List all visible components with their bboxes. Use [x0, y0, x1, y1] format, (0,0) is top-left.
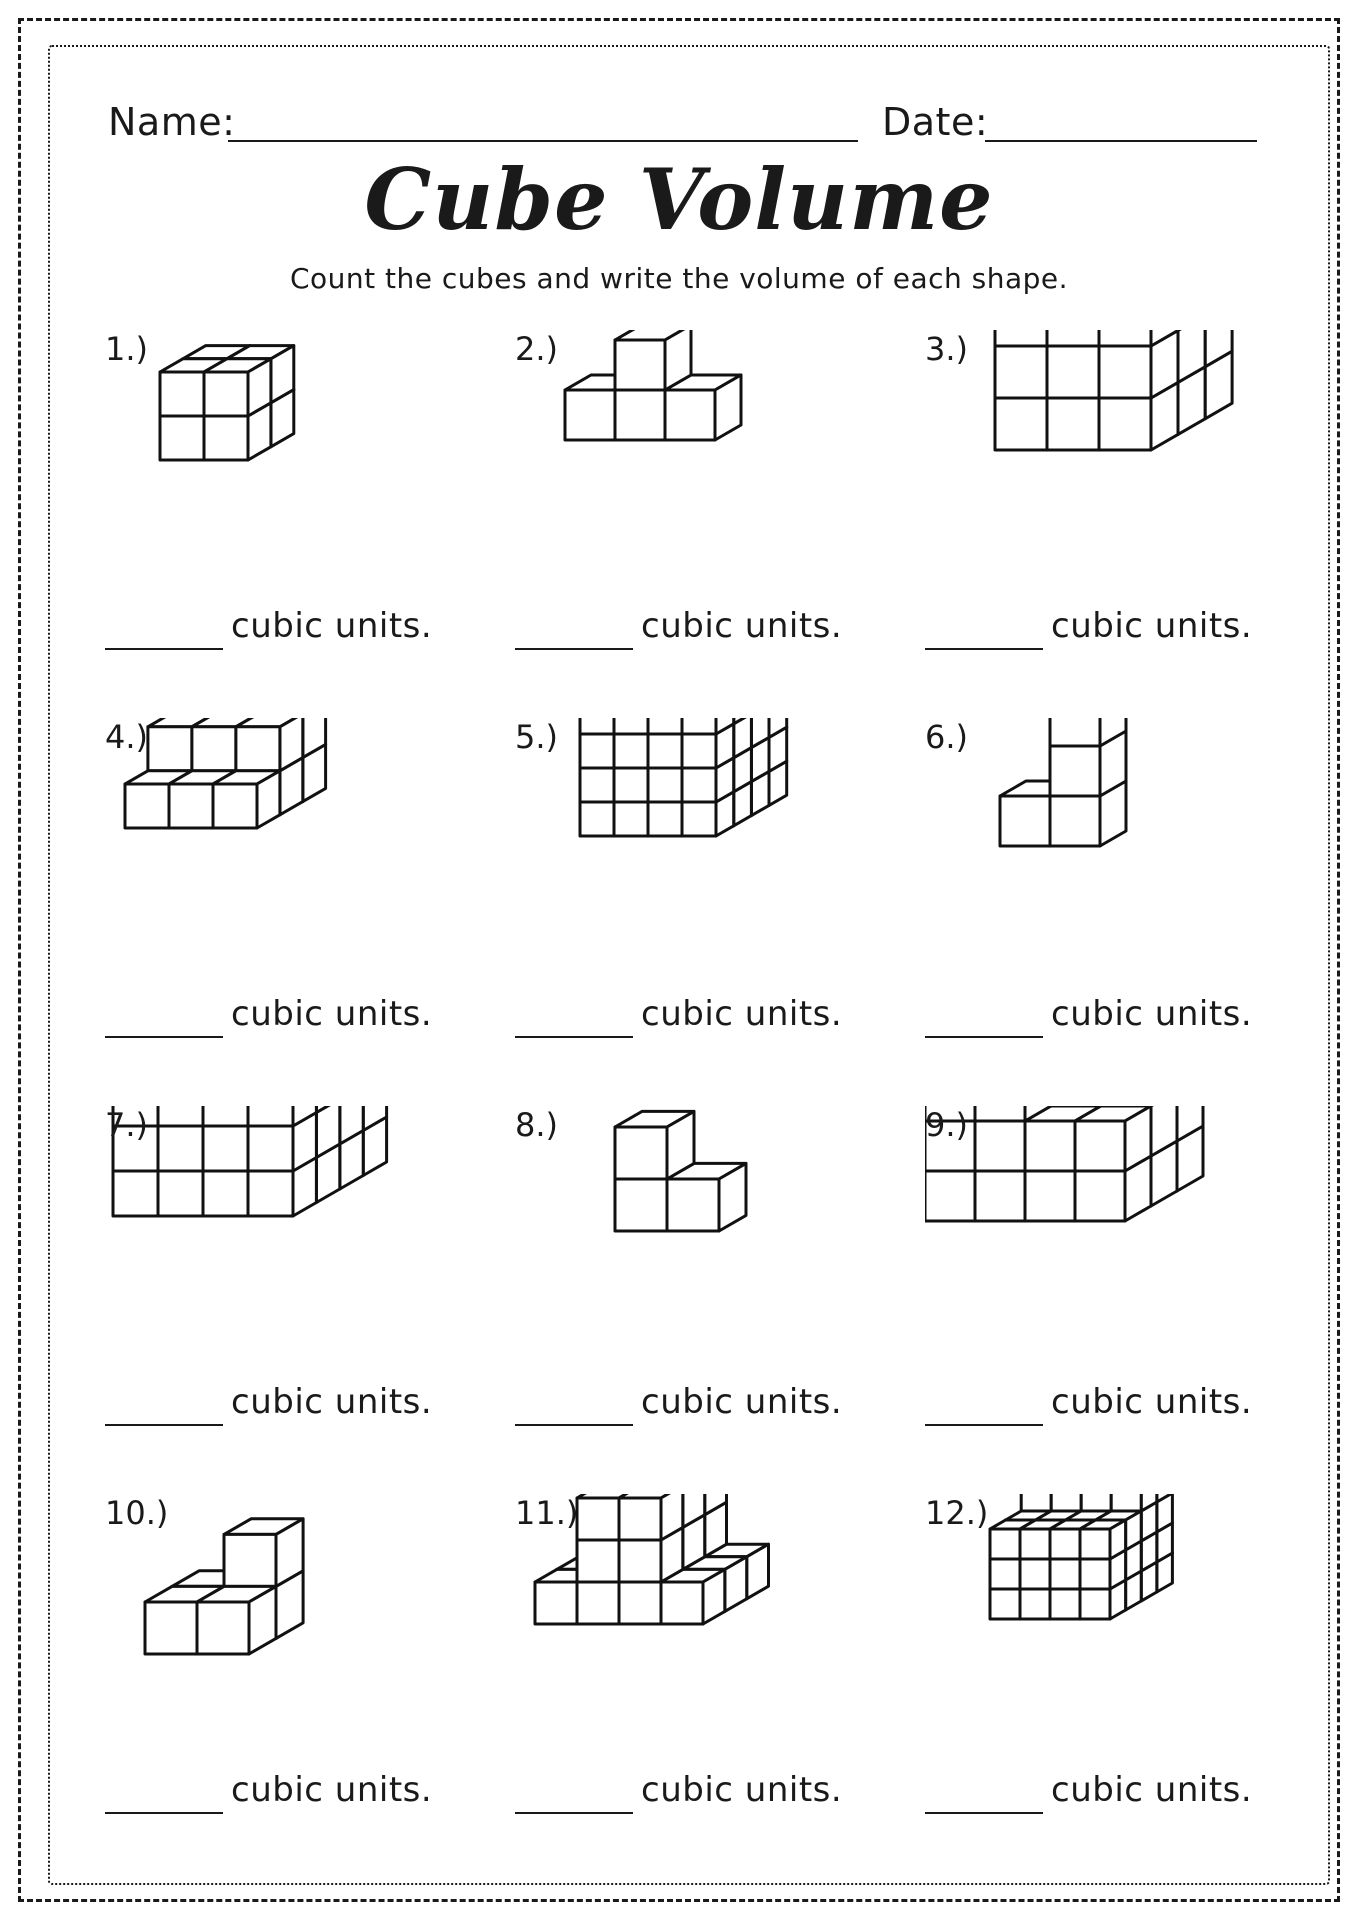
cube-face: [615, 390, 665, 440]
problem-9: [925, 1106, 1325, 1486]
cube-figure-9: [925, 1106, 1325, 1426]
cube-face: [1075, 1171, 1125, 1221]
answer-label: cubic units.: [1051, 994, 1253, 1034]
instructions: Count the cubes and write the volume of each shape.: [289, 262, 1069, 295]
cube-face: [1099, 398, 1151, 450]
answer-blank[interactable]: [515, 1036, 633, 1038]
cube-face: [1099, 346, 1151, 398]
answer-label: cubic units.: [1051, 606, 1253, 646]
cube-face: [648, 768, 682, 802]
problem-1: [105, 330, 505, 710]
cube-face: [158, 1106, 203, 1126]
problem-number: 7.): [105, 1106, 149, 1144]
cube-face: [682, 718, 716, 734]
cube-face: [682, 768, 716, 802]
cube-face: [1047, 398, 1099, 450]
answer-blank[interactable]: [925, 648, 1043, 650]
problem-number: 3.): [925, 330, 969, 368]
cube-face: [614, 718, 648, 734]
problem-6: [925, 718, 1325, 1098]
cube-face: [995, 346, 1047, 398]
cube-face: [619, 1498, 661, 1540]
problem-number: 5.): [515, 718, 559, 756]
cube-face: [1099, 330, 1151, 346]
cube-face: [192, 727, 236, 771]
answer-label: cubic units.: [231, 606, 433, 646]
answer-label: cubic units.: [231, 1382, 433, 1422]
cube-face: [213, 784, 257, 828]
problem-number: 9.): [925, 1106, 969, 1144]
problem-number: 4.): [105, 718, 149, 756]
answer-label: cubic units.: [641, 1382, 843, 1422]
cube-face: [148, 727, 192, 771]
cube-face: [682, 734, 716, 768]
cube-face: [1047, 330, 1099, 346]
cube-figure-1: [105, 330, 505, 650]
answer-label: cubic units.: [231, 994, 433, 1034]
cube-face: [577, 1582, 619, 1624]
date-field[interactable]: [985, 140, 1257, 142]
cube-face: [615, 1179, 667, 1231]
cube-face: [1047, 346, 1099, 398]
cube-face: [614, 734, 648, 768]
answer-blank[interactable]: [515, 1812, 633, 1814]
cube-face: [1050, 1559, 1080, 1589]
cube-face: [975, 1106, 1025, 1121]
cube-face: [1050, 1589, 1080, 1619]
answer-blank[interactable]: [925, 1424, 1043, 1426]
answer-label: cubic units.: [1051, 1382, 1253, 1422]
cube-face: [248, 1171, 293, 1216]
cube-face: [995, 330, 1047, 346]
cube-face: [1050, 718, 1100, 746]
cube-face: [565, 390, 615, 440]
cube-face: [248, 1106, 293, 1126]
cube-face: [1081, 1494, 1111, 1511]
cube-face: [248, 1126, 293, 1171]
cube-face: [203, 1126, 248, 1171]
problem-11: [515, 1494, 915, 1874]
cube-face: [661, 1582, 703, 1624]
cube-face: [975, 1171, 1025, 1221]
cube-face: [648, 718, 682, 734]
answer-blank[interactable]: [105, 1036, 223, 1038]
name-label: Name:: [108, 100, 236, 144]
cube-face: [236, 727, 280, 771]
cube-face: [1080, 1559, 1110, 1589]
cube-face: [145, 1602, 197, 1654]
cube-face: [197, 1602, 249, 1654]
cube-face: [990, 1589, 1020, 1619]
cube-face: [1020, 1529, 1050, 1559]
problem-4: [105, 718, 505, 1098]
answer-blank[interactable]: [105, 1812, 223, 1814]
cube-face: [535, 1582, 577, 1624]
cube-face: [619, 1582, 661, 1624]
cube-face: [160, 372, 204, 416]
answer-blank[interactable]: [105, 648, 223, 650]
cube-face: [1020, 1559, 1050, 1589]
problem-12: [925, 1494, 1325, 1874]
date-label: Date:: [882, 100, 989, 144]
cube-figure-2: [515, 330, 915, 650]
cube-face: [158, 1126, 203, 1171]
cube-face: [1050, 796, 1100, 846]
problem-number: 12.): [925, 1494, 989, 1532]
cube-face: [665, 390, 715, 440]
cube-face: [169, 784, 213, 828]
problem-3: [925, 330, 1325, 710]
cube-face: [125, 784, 169, 828]
cube-face: [580, 802, 614, 836]
cube-face: [995, 398, 1047, 450]
cube-face: [614, 802, 648, 836]
cube-face: [619, 1540, 661, 1582]
cube-face: [615, 1127, 667, 1179]
cube-face: [1025, 1171, 1075, 1221]
cube-figure-6: [925, 718, 1325, 1038]
name-field[interactable]: [228, 140, 858, 142]
cube-face: [204, 416, 248, 460]
answer-blank[interactable]: [105, 1424, 223, 1426]
cube-face: [990, 1559, 1020, 1589]
answer-blank[interactable]: [925, 1036, 1043, 1038]
problem-8: [515, 1106, 915, 1486]
problem-number: 2.): [515, 330, 559, 368]
problem-number: 1.): [105, 330, 149, 368]
cube-face: [975, 1121, 1025, 1171]
cube-face: [1000, 796, 1050, 846]
cube-face: [615, 340, 665, 390]
cube-face: [580, 734, 614, 768]
cube-face: [1050, 746, 1100, 796]
cube-face: [1111, 1494, 1141, 1511]
cube-face: [1080, 1589, 1110, 1619]
cube-face: [1021, 1494, 1051, 1511]
cube-figure-11: [515, 1494, 915, 1814]
cube-figure-8: [515, 1106, 915, 1426]
answer-blank[interactable]: [515, 1424, 633, 1426]
problem-5: [515, 718, 915, 1098]
cube-figure-5: [515, 718, 915, 1038]
cube-figure-10: [105, 1494, 505, 1814]
answer-label: cubic units.: [641, 606, 843, 646]
cube-face: [577, 1498, 619, 1540]
cube-face: [1020, 1589, 1050, 1619]
cube-face: [580, 718, 614, 734]
answer-label: cubic units.: [231, 1770, 433, 1810]
cube-face: [203, 1171, 248, 1216]
cube-face: [925, 1171, 975, 1221]
cube-figure-4: [105, 718, 505, 1038]
cube-face: [990, 1529, 1020, 1559]
cube-face: [648, 734, 682, 768]
cube-face: [160, 416, 204, 460]
answer-blank[interactable]: [515, 648, 633, 650]
cube-face: [224, 1534, 276, 1586]
page-title: Cube Volume: [364, 150, 994, 249]
problem-number: 11.): [515, 1494, 579, 1532]
answer-blank[interactable]: [925, 1812, 1043, 1814]
cube-face: [203, 1106, 248, 1126]
cube-face: [1025, 1121, 1075, 1171]
cube-figure-7: [105, 1106, 505, 1426]
cube-face: [577, 1540, 619, 1582]
cube-face: [204, 372, 248, 416]
problem-number: 6.): [925, 718, 969, 756]
cube-face: [614, 768, 648, 802]
cube-face: [667, 1179, 719, 1231]
answer-label: cubic units.: [641, 1770, 843, 1810]
cube-face: [1075, 1121, 1125, 1171]
cube-face: [113, 1171, 158, 1216]
cube-figure-12: [925, 1494, 1325, 1814]
answer-label: cubic units.: [641, 994, 843, 1034]
cube-face: [682, 802, 716, 836]
cube-face: [580, 768, 614, 802]
problem-10: [105, 1494, 505, 1874]
cube-face: [1051, 1494, 1081, 1511]
answer-label: cubic units.: [1051, 1770, 1253, 1810]
problem-2: [515, 330, 915, 710]
problem-7: [105, 1106, 505, 1486]
cube-face: [158, 1171, 203, 1216]
cube-face: [648, 802, 682, 836]
cube-figure-3: [925, 330, 1325, 650]
problem-number: 8.): [515, 1106, 559, 1144]
cube-face: [1080, 1529, 1110, 1559]
problem-number: 10.): [105, 1494, 169, 1532]
cube-face: [1050, 1529, 1080, 1559]
